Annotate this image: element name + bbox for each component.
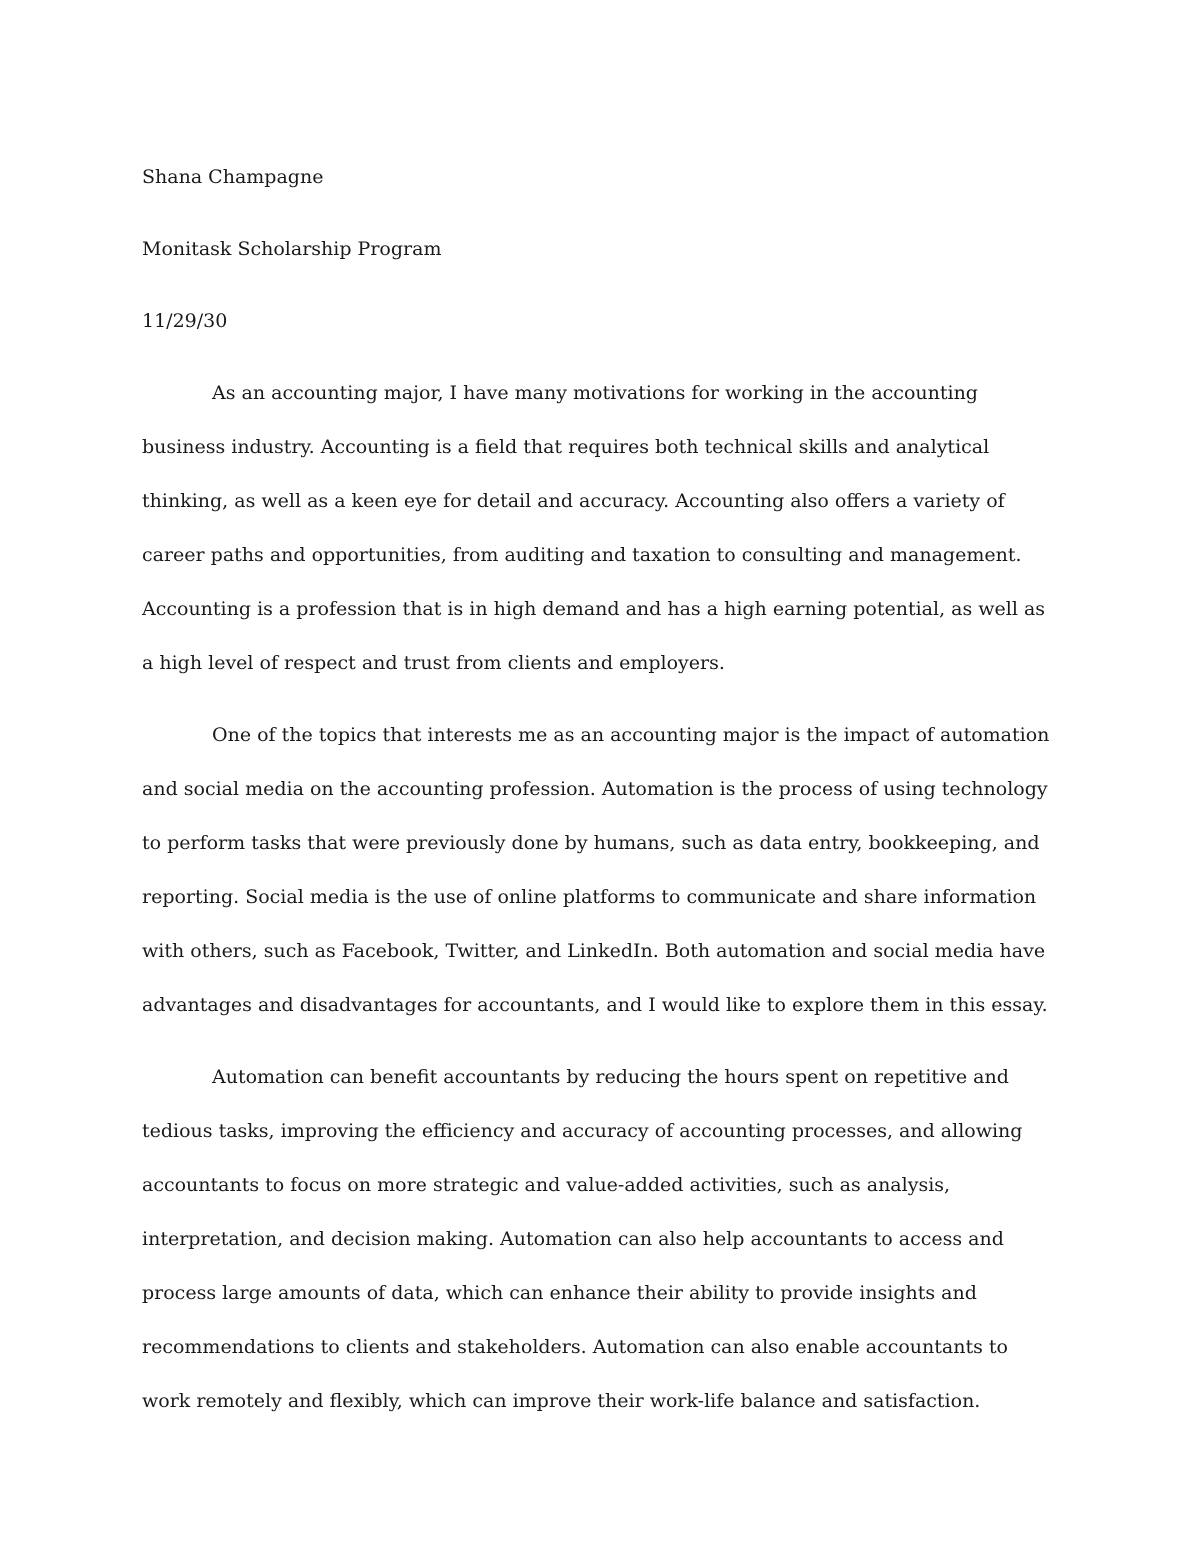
essay-body	[142, 150, 1062, 1428]
paragraph-motivation: As an accounting major, I have many motivations for working in the accounting business industry. Accounting is a field that requires both technical skills and analytical thinking, as well as a keen eye for detail and accuracy. Accounting also offers a variety of career paths and opportunities, from auditing and taxation to consulting and management. Accounting is a profession that is in high demand and has a high earning potential, as well as a high level of respect and trust from clients and employers.	[142, 382, 1046, 674]
paragraph-automation-benefits: Automation can benefit accountants by reducing the hours spent on repetitive and tedious tasks, improving the efficiency and accuracy of accounting processes, and allowing accountants to focus on more strategic and value-added activities, such as analysis, interpretation, and decision making. Automation can also help accountants to access and process large amounts of data, which can enhance their ability to provide insights and recommendations to clients and stakeholders. Automation can also enable accountants to work remotely and flexibly, which can improve their work-life balance and satisfaction.	[142, 1066, 1023, 1412]
program-name: Monitask Scholarship Program	[142, 238, 442, 260]
paragraph-topic: One of the topics that interests me as an accounting major is the impact of automation and social media on the accounting profession. Automation is the process of using technology to perform tasks that were previously done by humans, such as data entry, bookkeeping, and reporting. Social media is the use of online platforms to communicate and share information with others, such as Facebook, Twitter, and LinkedIn. Both automation and social media have advantages and disadvantages for accountants, and I would like to explore them in this essay.	[142, 724, 1050, 1016]
document-date: 11/29/30	[142, 310, 228, 332]
author-name: Shana Champagne	[142, 166, 324, 188]
